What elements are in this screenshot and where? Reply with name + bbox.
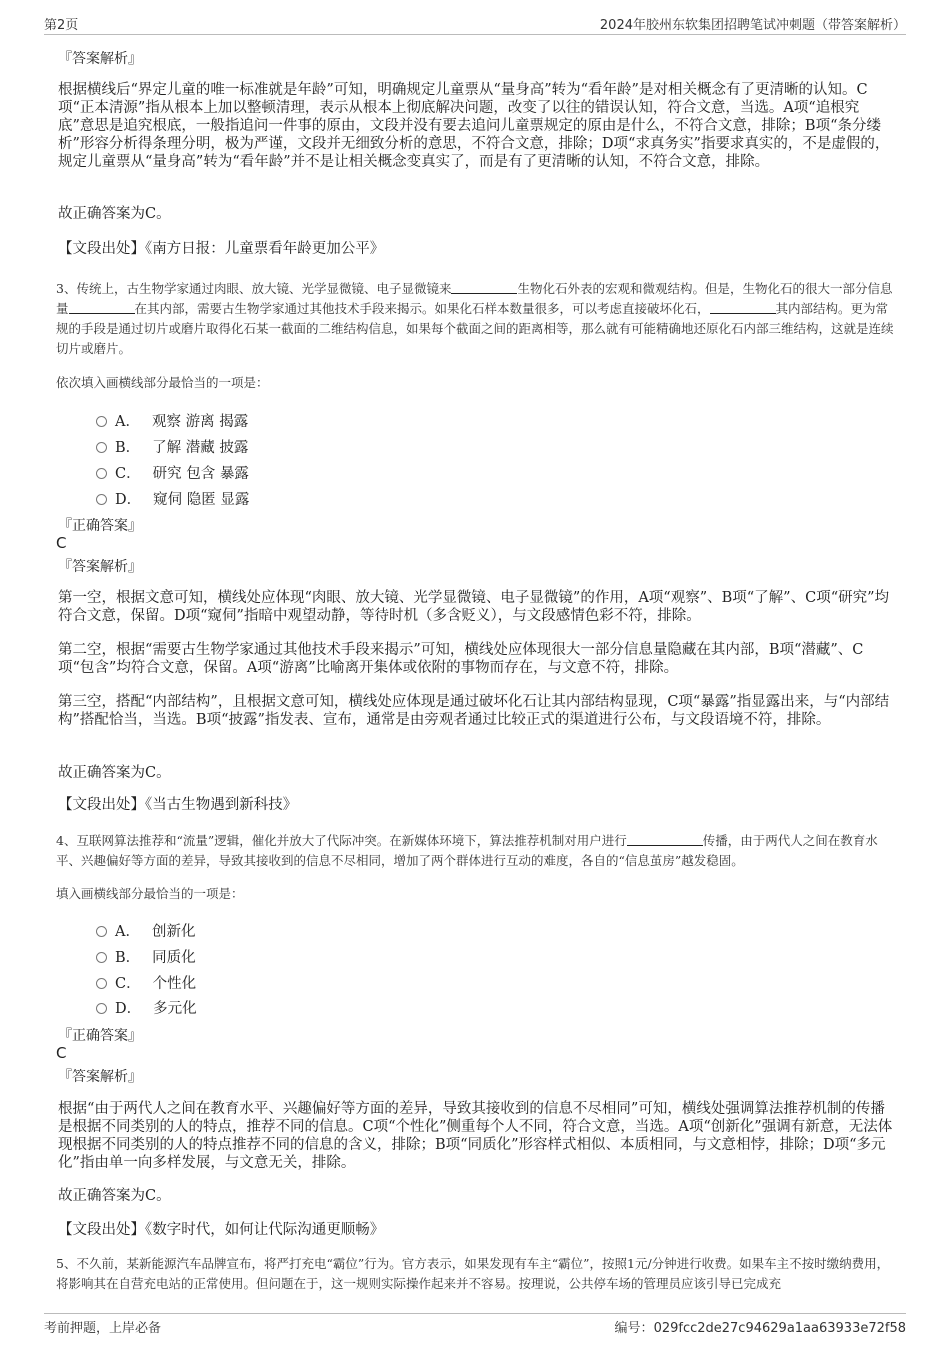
question-4-prompt: 填入画横线部分最恰当的一项是： <box>56 886 244 901</box>
radio-icon[interactable] <box>96 468 107 479</box>
source-citation: 【文段出处】《数字时代，如何让代际沟通更顺畅》 <box>58 1222 385 1238</box>
radio-icon[interactable] <box>96 1003 107 1014</box>
option-b[interactable]: B． 同质化 <box>96 946 196 964</box>
question-5-text: 5、不久前，某新能源汽车品牌宣布，将严打充电“霸位”行为。官方表示，如果发现有车主“霸位”，按照1元/分钟进行收费。如果车主不按时缴纳费用，将影响其在自营充电站的正常使用。但问题在于，这一规则实际操作起来并不容易。按理说，公共停车场的管理员应该引导已完成充 <box>56 1256 890 1291</box>
conclusion: 故正确答案为C。 <box>58 1188 171 1204</box>
option-a[interactable]: A． 观察 游离 揭露 <box>96 410 248 428</box>
radio-icon[interactable] <box>96 416 107 427</box>
option-a[interactable]: A． 创新化 <box>96 920 195 938</box>
fill-blank-1 <box>451 280 517 294</box>
option-d[interactable]: D． 窥伺 隐匿 显露 <box>96 488 249 506</box>
option-c[interactable]: C． 个性化 <box>96 972 196 990</box>
conclusion: 故正确答案为C。 <box>58 765 171 781</box>
fill-blank-3 <box>710 300 776 314</box>
option-c[interactable]: C． 研究 包含 暴露 <box>96 462 249 480</box>
correct-answer-label: 『正确答案』 <box>58 518 142 534</box>
correct-answer-label: 『正确答案』 <box>58 1028 142 1044</box>
analysis-paragraph-1: 第一空，根据文意可知，横线处应体现“肉眼、放大镜、光学显微镜、电子显微镜”的作用，A项“观察”、B项“了解”、C项“研究”均符合文意，保留。D项“窥伺”指暗中观望动静，等待时机（多含贬义），与文段感情色彩不符，排除。 <box>58 590 890 624</box>
correct-answer: C <box>56 534 67 552</box>
correct-answer: C <box>56 1044 67 1062</box>
answer-analysis-text: 根据横线后“界定儿童的唯一标准就是年龄”可知，明确规定儿童票从“量身高”转为“看年龄”是对相关概念有了更清晰的认知。C项“正本清源”指从根本上加以整顿清理，表示从根本上彻底解决问题，改变了以往的错误认知，符合文意，当选。A项“追根究底”意思是追究根底，一般指追问一件事的原由，文段并没有要去追问儿童票规定的原由是什么，不符合文意，排除；B项“条分缕析”形容分析得条理分明，极为严谨，文段并无细致分析的意思，不符合文意，排除；D项“求真务实”指要求真实的，不是虚假的，规定儿童票从“量身高”转为“看年龄”并不是让相关概念变真实了，而是有了更清晰的认知，不符合文意，排除。 <box>58 82 890 170</box>
source-citation: 【文段出处】《南方日报：儿童票看年龄更加公平》 <box>58 241 385 257</box>
radio-icon[interactable] <box>96 952 107 963</box>
answer-analysis-label: 『答案解析』 <box>58 51 142 67</box>
radio-icon[interactable] <box>96 494 107 505</box>
source-citation: 【文段出处】《当古生物遇到新科技》 <box>58 797 298 813</box>
radio-icon[interactable] <box>96 978 107 989</box>
answer-analysis-label: 『答案解析』 <box>58 559 142 575</box>
fill-blank-1 <box>627 832 703 846</box>
page-number: 第2页 <box>44 18 79 33</box>
option-b[interactable]: B． 了解 潜藏 披露 <box>96 436 248 454</box>
radio-icon[interactable] <box>96 442 107 453</box>
question-3-text: 3、传统上，古生物学家通过肉眼、放大镜、光学显微镜、电子显微镜来 生物化石外表的宏观和微观结构。但是，生物化石的很大一部分信息量 在其内部，需要古生物学家通过其他技术手段来揭示。如果化石样本数量很多，可以考虑直接破坏化石， 其内部结构。更为常规的手段是通过切片或磨片取得化石某一截面的二维结构信息，如果每个截面之间的距离相等，那么就有可能精确地还原化石内部三维结构，这就是连续切片或磨片。 <box>56 281 894 356</box>
question-3-prompt: 依次填入画横线部分最恰当的一项是： <box>56 375 269 390</box>
document-title: 2024年胶州东软集团招聘笔试冲刺题（带答案解析） <box>599 18 906 33</box>
question-4-text: 4、互联网算法推荐和“流量”逻辑，催化并放大了代际冲突。在新媒体环境下，算法推荐机制对用户进行 传播，由于两代人之间在教育水平、兴趣偏好等方面的差异，导致其接收到的信息不尽相同，增加了两个群体进行互动的难度，各自的“信息茧房”越发稳固。 <box>56 833 878 868</box>
page-header <box>44 12 906 35</box>
answer-analysis-text: 根据“由于两代人之间在教育水平、兴趣偏好等方面的差异，导致其接收到的信息不尽相同”可知，横线处强调算法推荐机制的传播是根据不同类别的人的特点，推荐不同的信息。C项“个性化”侧重每个人不同，符合文意，当选。A项“创新化”强调有新意，无法体现根据不同类别的人的特点推荐不同的信息的含义，排除；B项“同质化”形容样式相似、本质相同，与文意相悖，排除；D项“多元化”指由单一向多样发展，与文意无关，排除。 <box>58 1101 893 1171</box>
analysis-paragraph-3: 第三空，搭配“内部结构”，且根据文意可知，横线处应体现是通过破坏化石让其内部结构显现，C项“暴露”指显露出来，与“内部结构”搭配恰当，当选。B项“披露”指发表、宣布，通常是由旁观者通过比较正式的渠道进行公布，与文段语境不符，排除。 <box>58 694 890 728</box>
answer-analysis-label: 『答案解析』 <box>58 1069 142 1085</box>
page-footer <box>44 1313 906 1334</box>
document-code: 编号：029fcc2de27c94629a1aa63933e72f58 <box>614 1321 906 1336</box>
fill-blank-2 <box>69 300 135 314</box>
radio-icon[interactable] <box>96 926 107 937</box>
footer-slogan: 考前押题，上岸必备 <box>44 1321 162 1336</box>
option-d[interactable]: D． 多元化 <box>96 997 197 1015</box>
analysis-paragraph-2: 第二空，根据“需要古生物学家通过其他技术手段来揭示”可知，横线处应体现很大一部分信息量隐藏在其内部，B项“潜藏”、C项“包含”均符合文意，保留。A项“游离”比喻离开集体或依附的事物而存在，与文意不符，排除。 <box>58 642 864 676</box>
conclusion: 故正确答案为C。 <box>58 206 171 222</box>
